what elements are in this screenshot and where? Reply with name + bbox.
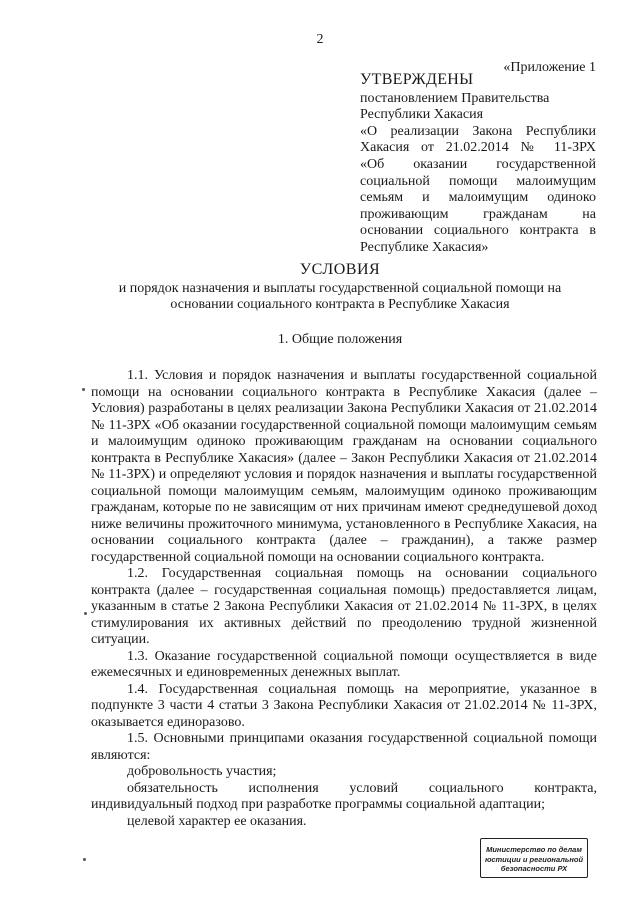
page-number: 2 <box>316 32 324 47</box>
document-title: УСЛОВИЯ <box>299 261 381 278</box>
approval-line: «О реализации Закона Республики <box>360 123 596 139</box>
appendix-label: «Приложение 1 <box>503 60 596 75</box>
paragraph-1-4: 1.4. Государственная социальная помощь на мероприятие, указанное в подпункте 3 части 4 статьи 3 Закона Республики Хакасия от 21.02.2014 № 11-ЗРХ, оказывается единоразово. <box>91 681 597 730</box>
principle-item: индивидуальный подход при разработке программы социальной адаптации; <box>91 797 545 812</box>
principle-item: добровольность участия; <box>127 764 277 779</box>
stamp-line: юстиции и региональной <box>484 854 584 864</box>
approval-line: постановлением Правительства <box>360 90 550 106</box>
scan-speck <box>83 858 86 861</box>
section-heading: 1. Общие положения <box>277 332 403 347</box>
approval-line: проживающим гражданам на <box>360 206 596 222</box>
scan-speck <box>84 612 87 615</box>
paragraph-1-5: 1.5. Основными принципами оказания государственной социальной помощи являются: <box>91 731 597 763</box>
approval-line: Республики Хакасия <box>360 107 484 123</box>
approval-line: семьям и малоимущим одиноко <box>360 190 596 206</box>
approval-line: социальной помощи малоимущим <box>360 173 596 189</box>
ministry-stamp <box>480 838 588 878</box>
stamp-line: безопасности РХ <box>500 864 568 874</box>
principle-item: обязательность исполнения условий социального контракта, <box>127 780 597 796</box>
scan-speck <box>82 388 85 391</box>
approval-line: «Об оказании государственной <box>360 156 596 172</box>
document-subtitle-line: основании социального контракта в Республике Хакасия <box>170 297 510 313</box>
principle-item: целевой характер ее оказания. <box>127 813 307 829</box>
stamp-line: Министерство по делам <box>486 845 582 854</box>
approval-block <box>360 72 596 257</box>
paragraph-1-2: 1.2. Государственная социальная помощь на основании социального контракта (далее – государственная социальная помощь) предоставляется лицам, указанным в статье 2 Закона Республики Хакасия от 21.02.2014 № 11-ЗРХ, в целях стимулирования их активных действий по преодолению трудной жизненной ситуации. <box>91 566 597 647</box>
document-title-block <box>95 262 585 314</box>
document-subtitle-line: и порядок назначения и выплаты государственной социальной помощи на <box>118 280 562 296</box>
approval-line: Хакасия от 21.02.2014 № 11-ЗРХ <box>360 140 596 156</box>
document-body <box>91 368 597 830</box>
paragraph-1-3: 1.3. Оказание государственной социальной помощи осуществляется в виде ежемесячных и единовременных денежных выплат. <box>91 648 597 680</box>
paragraph-1-1: 1.1. Условия и порядок назначения и выплаты государственной социальной помощи на основании социального контракта в Республике Хакасия (далее – Условия) разработаны в целях реализации Закона Республики Хакасия от 21.02.2014 № 11-ЗРХ «Об оказании государственной социальной помощи малоимущим семьям и малоимущим одиноко проживающим гражданам на основании социального контракта в Республике Хакасия» (далее – Закон Республики Хакасия от 21.02.2014 № 11-ЗРХ) и определяют условия и порядок назначения и выплаты государственной социальной помощи малоимущим семьям, малоимущим одиноко проживающим гражданам, которые по не зависящим от них причинам имеют среднедушевой доход ниже величины прожиточного минимума, установленного в Республике Хакасия, на основании социального контракта (далее – гражданин), а также размер государственной социальной помощи на основании социального контракта. <box>91 368 597 565</box>
approval-heading: УТВЕРЖДЕНЫ <box>360 71 474 88</box>
approval-line: Республике Хакасия» <box>360 239 489 255</box>
approval-line: основании социального контракта в <box>360 223 596 239</box>
